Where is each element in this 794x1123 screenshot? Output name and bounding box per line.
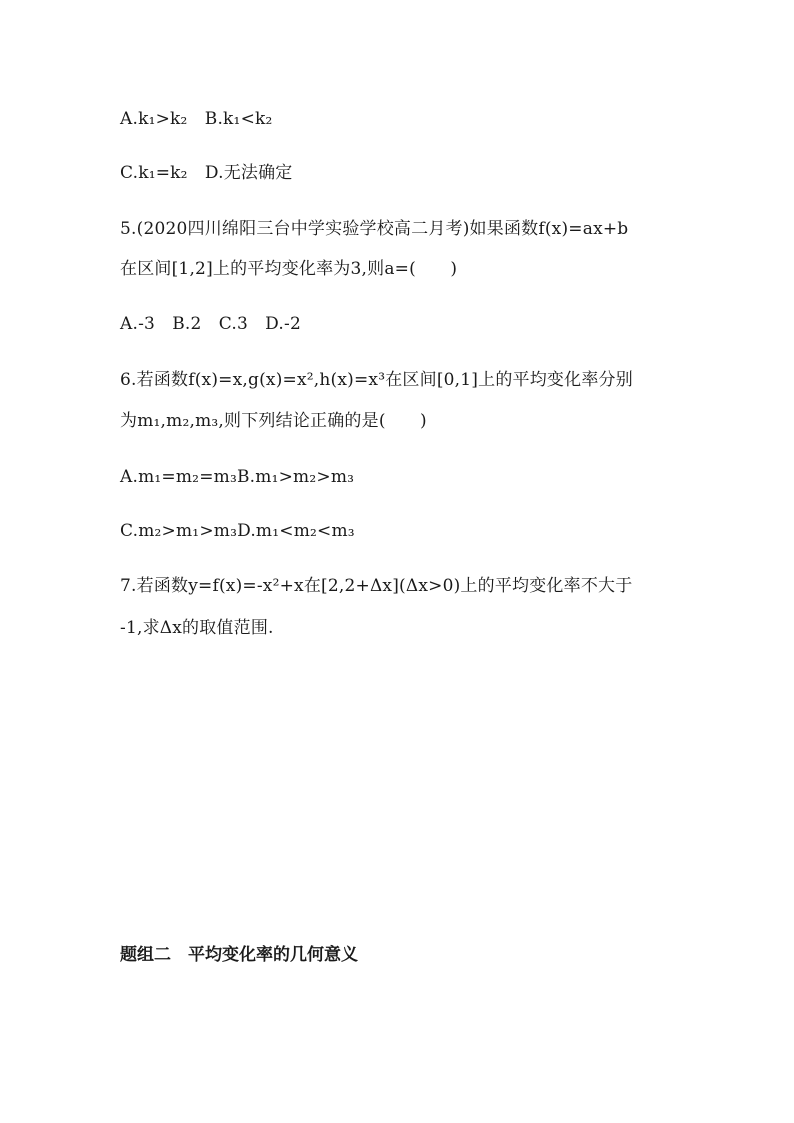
q5-options: A.-3 B.2 C.3 D.-2 <box>120 314 301 334</box>
q6-stem-line-1: 6.若函数f(x)=x,g(x)=x²,h(x)=x³在区间[0,1]上的平均变化率分别 <box>120 370 633 390</box>
q4-options-line-2: C.k₁=k₂ D.无法确定 <box>120 163 293 183</box>
q7-stem-line-2: -1,求Δx的取值范围. <box>120 618 274 638</box>
q4-options-line-1: A.k₁>k₂ B.k₁<k₂ <box>120 109 273 129</box>
q6-options-line-2: C.m₂>m₁>m₃D.m₁<m₂<m₃ <box>120 521 355 541</box>
section-heading: 题组二 平均变化率的几何意义 <box>120 945 358 965</box>
q6-stem-line-2: 为m₁,m₂,m₃,则下列结论正确的是( ) <box>120 411 427 431</box>
q5-stem-line-2: 在区间[1,2]上的平均变化率为3,则a=( ) <box>120 259 458 279</box>
q5-stem-line-1: 5.(2020四川绵阳三台中学实验学校高二月考)如果函数f(x)=ax+b <box>120 219 629 239</box>
q6-options-line-1: A.m₁=m₂=m₃B.m₁>m₂>m₃ <box>120 467 355 487</box>
q7-stem-line-1: 7.若函数y=f(x)=-x²+x在[2,2+Δx](Δx>0)上的平均变化率不大于 <box>120 576 633 596</box>
